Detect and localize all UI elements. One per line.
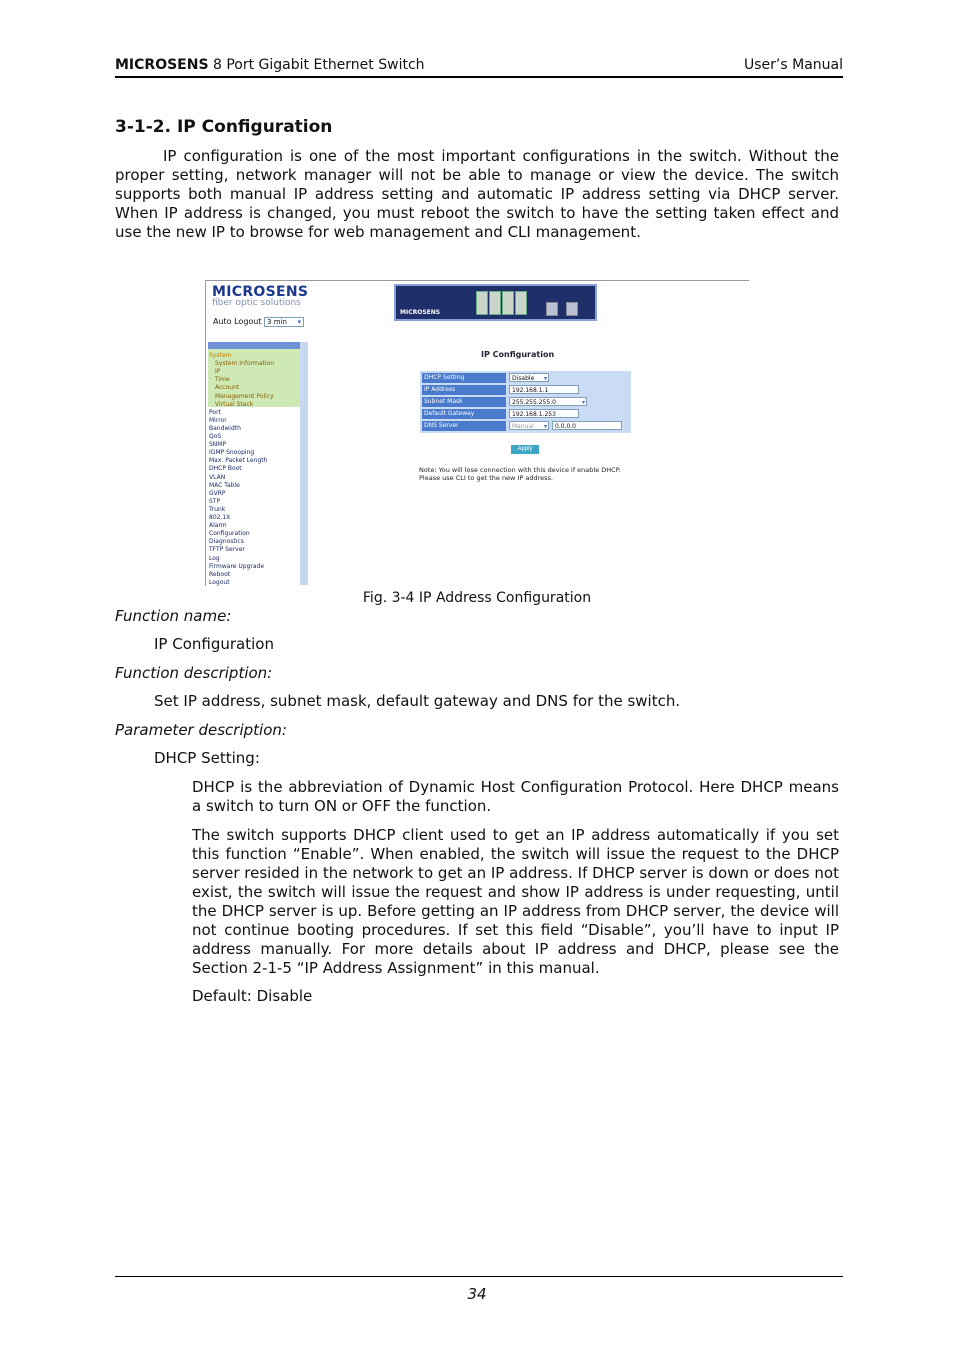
microsens-logo: MICROSENS bbox=[212, 284, 309, 300]
parameter-description-heading: Parameter description: bbox=[115, 721, 287, 739]
menu-item-qos[interactable]: QoS bbox=[209, 433, 222, 440]
row-dns-server bbox=[422, 421, 629, 431]
menu-item-snmp[interactable]: SNMP bbox=[209, 441, 227, 449]
function-name-heading: Function name: bbox=[115, 607, 232, 625]
dhcp-warning-note: Note: You will lose connection with this device if enable DHCP. Please use CLI to get the new IP address. bbox=[419, 466, 621, 482]
ip-config-table bbox=[420, 371, 631, 433]
row-default-gateway bbox=[422, 409, 629, 419]
section-title: 3-1-2. IP Configuration bbox=[115, 117, 333, 137]
menu-item-bandwidth[interactable]: Bandwidth bbox=[209, 424, 241, 432]
device-label: MICROSENS bbox=[400, 309, 441, 316]
port-icon bbox=[489, 291, 501, 315]
subnet-mask-select[interactable] bbox=[509, 397, 587, 406]
auto-logout-select[interactable] bbox=[264, 317, 304, 327]
menu-item-log[interactable]: Log bbox=[209, 554, 220, 562]
figure-top-border bbox=[205, 280, 749, 281]
function-description-heading: Function description: bbox=[115, 664, 273, 682]
row-ip-address bbox=[422, 385, 629, 395]
default-gateway-label: Default Gateway bbox=[422, 409, 506, 419]
logo-tagline: fiber optic solutions bbox=[212, 298, 301, 308]
menu-item-reboot[interactable]: Reboot bbox=[209, 570, 231, 578]
dns-server-input[interactable] bbox=[552, 421, 622, 430]
auto-logout-label: Auto Logout bbox=[213, 317, 262, 326]
chevron-down-icon: ▾ bbox=[297, 318, 302, 326]
ip-address-label: IP Address bbox=[422, 385, 506, 395]
menu-item-firmware-upgrade[interactable]: Firmware Upgrade bbox=[209, 562, 265, 570]
menu-item-dhcp-boot[interactable]: DHCP Boot bbox=[209, 465, 242, 473]
intro-paragraph: IP configuration is one of the most important configurations in the switch. Without the proper setting, network manager will not be able to manage or view the device. The switch supports both manual IP address setting and automatic IP address setting via DHCP server. When IP address is changed, you must reboot the switch to have the setting taken effect and use the new IP to browse for web management and CLI management. bbox=[115, 147, 839, 241]
page-number: 34 bbox=[467, 1285, 487, 1303]
row-subnet-mask bbox=[422, 397, 629, 407]
menu-item-alarm[interactable]: Alarm bbox=[209, 522, 227, 530]
footer-rule bbox=[115, 1276, 843, 1277]
sfp-port-icon bbox=[546, 302, 558, 316]
figure-caption: Fig. 3-4 IP Address Configuration bbox=[362, 590, 592, 606]
dhcp-paragraph-1: DHCP is the abbreviation of Dynamic Host Configuration Protocol. Here DHCP means a switch to turn ON or OFF the function. bbox=[192, 778, 839, 815]
chevron-down-icon: ▾ bbox=[581, 399, 585, 406]
port-icon bbox=[476, 291, 488, 315]
ip-address-value: 192.168.1.1 bbox=[512, 387, 549, 394]
figure-left-border bbox=[205, 280, 206, 586]
header-brand: MICROSENS bbox=[115, 57, 209, 73]
dhcp-setting-value: Disable bbox=[512, 375, 535, 382]
figure-screenshot bbox=[205, 280, 749, 586]
menu-item-configuration[interactable]: Configuration bbox=[209, 530, 250, 538]
switch-front-panel-image bbox=[394, 284, 597, 321]
function-name-text: IP Configuration bbox=[154, 635, 274, 653]
chevron-down-icon: ▾ bbox=[543, 423, 547, 430]
menu-item-trunk[interactable]: Trunk bbox=[209, 505, 226, 513]
menu-item-ip[interactable]: IP bbox=[215, 368, 221, 376]
dns-server-label: DNS Server bbox=[422, 421, 506, 431]
header-title bbox=[115, 57, 425, 73]
header-manual: User’s Manual bbox=[744, 57, 843, 73]
default-gateway-value: 192.168.1.253 bbox=[512, 411, 556, 418]
page-header bbox=[115, 56, 843, 78]
menu-item-mac-table[interactable]: MAC Table bbox=[209, 481, 240, 489]
menu-item-system-information[interactable]: System Information bbox=[215, 360, 275, 368]
port-icon bbox=[515, 291, 527, 315]
header-product: 8 Port Gigabit Ethernet Switch bbox=[208, 57, 425, 73]
apply-button[interactable]: Apply bbox=[511, 445, 539, 454]
menu-item-time[interactable]: Time bbox=[215, 376, 230, 384]
menu-item-stp[interactable]: STP bbox=[209, 497, 221, 505]
dhcp-default: Default: Disable bbox=[192, 987, 313, 1005]
dhcp-paragraph-2: The switch supports DHCP client used to get an IP address automatically if you set this function “Enable”. When enabled, the switch will issue the request to the DHCP server resided in the network to get an IP address. If DHCP server is down or does not exist, the switch will issue the request and show IP address is under requesting, until the DHCP server is up. Before getting an IP address from DHCP server, the device will not continue booting procedures. If set this field “Disable”, you’ll have to input IP address manually. For more details about IP address and DHCP, please see the Section 2-1-5 “IP Address Assignment” in this manual. bbox=[192, 826, 839, 977]
menu-item-management-policy[interactable]: Management Policy bbox=[215, 392, 274, 400]
menu-item-vlan[interactable]: VLAN bbox=[209, 473, 226, 481]
dns-mode-select[interactable] bbox=[509, 421, 549, 430]
ip-address-input[interactable] bbox=[509, 385, 579, 394]
menu-item-system[interactable]: System bbox=[209, 352, 232, 359]
menu-item-max-packet-length[interactable]: Max. Packet Length bbox=[209, 457, 268, 465]
row-dhcp-setting bbox=[422, 373, 629, 383]
menu-item-tftp-server[interactable]: TFTP Server bbox=[209, 546, 245, 554]
menu-item-igmp-snooping[interactable]: IGMP Snooping bbox=[209, 449, 255, 457]
chevron-down-icon: ▾ bbox=[543, 375, 547, 382]
subnet-mask-label: Subnet Mask bbox=[422, 397, 506, 407]
menu-item-802-1x[interactable]: 802.1X bbox=[209, 514, 231, 521]
dns-server-value: 0.0.0.0 bbox=[555, 423, 576, 430]
menu-header-bar bbox=[208, 342, 300, 349]
menu-scrollbar[interactable] bbox=[300, 342, 308, 585]
menu-item-gvrp[interactable]: GVRP bbox=[209, 489, 226, 497]
menu-item-diagnostics[interactable]: Diagnostics bbox=[209, 538, 244, 546]
menu-item-virtual-stack[interactable]: Virtual Stack bbox=[215, 400, 254, 408]
dhcp-setting-label: DHCP Setting bbox=[422, 373, 506, 383]
menu-item-logout[interactable]: Logout bbox=[209, 578, 230, 586]
dns-mode-value: Manual bbox=[512, 423, 534, 430]
default-gateway-input[interactable] bbox=[509, 409, 579, 418]
auto-logout-value: 3 min bbox=[267, 318, 287, 326]
subnet-mask-value: 255.255.255.0 bbox=[512, 399, 556, 406]
port-icon bbox=[502, 291, 514, 315]
dhcp-setting-heading: DHCP Setting: bbox=[154, 749, 260, 767]
dhcp-setting-select[interactable] bbox=[509, 373, 549, 382]
menu-item-port[interactable]: Port bbox=[209, 408, 221, 416]
menu-item-mirror[interactable]: Mirror bbox=[209, 416, 227, 424]
panel-title: IP Configuration bbox=[481, 350, 555, 359]
auto-logout bbox=[213, 317, 304, 327]
menu-item-account[interactable]: Account bbox=[215, 384, 240, 392]
function-description-text: Set IP address, subnet mask, default gateway and DNS for the switch. bbox=[154, 692, 681, 710]
sfp-port-icon bbox=[566, 302, 578, 316]
